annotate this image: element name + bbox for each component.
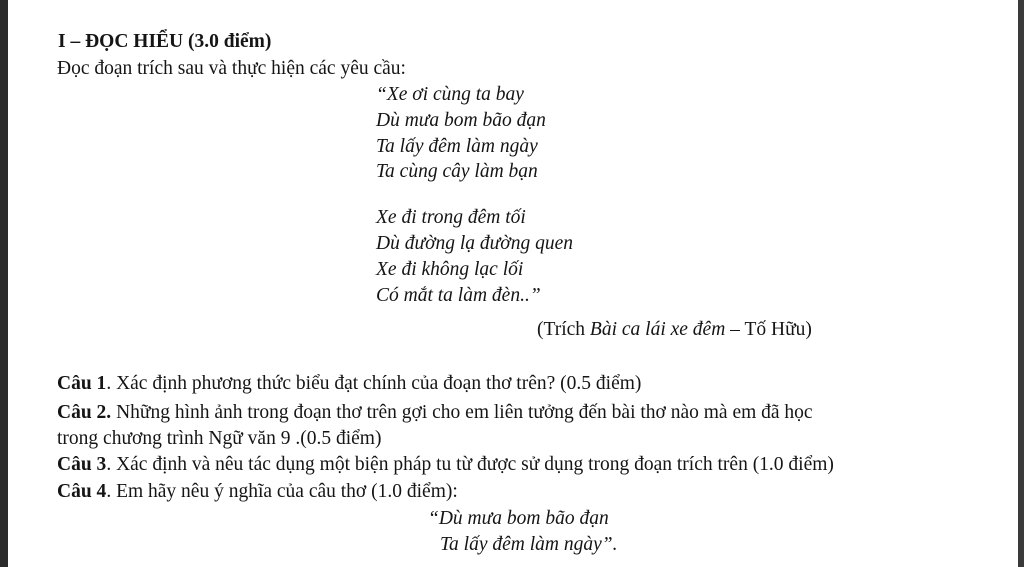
question-text: . Xác định và nêu tác dụng một biện pháp tu từ được sử dụng trong đoạn trích trên (1.0 điểm) [106,454,834,475]
question-text: . Xác định phương thức biểu đạt chính của đoạn thơ trên? (0.5 điểm) [106,373,642,394]
question-label: Câu 1 [57,373,107,394]
poem-line: Có mắt ta làm đèn..” [376,284,541,306]
poem-line: Dù đường lạ đường quen [376,232,573,254]
right-dark-border [1018,0,1024,567]
poem-source [537,318,812,342]
question-1 [57,372,641,396]
source-prefix: (Trích [537,319,590,340]
poem-line: Xe đi không lạc lối [376,258,524,280]
quoted-verse [428,506,618,558]
question-label: Câu 2. [57,402,112,423]
poem-line: Xe đi trong đêm tối [376,207,526,229]
poem-line: Ta lấy đêm làm ngày [376,135,538,157]
section-title: I – ĐỌC HIỂU (3.0 điểm) [58,31,272,52]
question-4 [57,480,458,504]
question-2 [57,401,813,425]
source-work-title: Bài ca lái xe đêm [589,319,726,340]
left-dark-border [0,0,8,567]
quote-line: “Dù mưa bom bão đạn [428,508,609,529]
poem-line: “Xe ơi cùng ta bay [376,84,524,105]
stanza-gap [376,185,573,205]
quote-line: Ta lấy đêm làm ngày”. [440,534,618,555]
question-label: Câu 3 [57,454,107,475]
poem-excerpt [376,82,573,308]
question-label: Câu 4 [57,481,107,502]
poem-line: Dù mưa bom bão đạn [376,109,546,131]
question-2-continuation: trong chương trình Ngữ văn 9 .(0.5 điểm) [57,428,382,449]
instruction-text: Đọc đoạn trích sau và thực hiện các yêu cầu: [57,58,406,79]
source-suffix: – Tố Hữu) [725,319,812,340]
question-text: . Em hãy nêu ý nghĩa của câu thơ (1.0 điểm): [106,481,458,502]
question-text: Những hình ảnh trong đoạn thơ trên gợi cho em liên tưởng đến bài thơ nào mà em đã học [111,402,813,423]
question-3 [57,453,834,477]
poem-line: Ta cùng cây làm bạn [376,161,538,183]
